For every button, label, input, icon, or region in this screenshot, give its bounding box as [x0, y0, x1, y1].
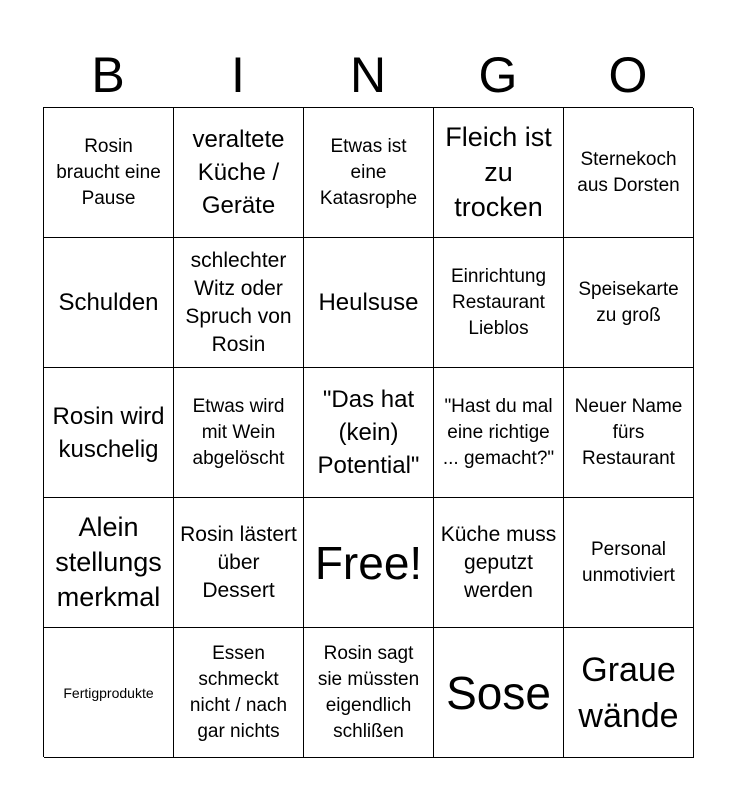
bingo-cell[interactable]: Rosin sagt sie müssten eigendlich schlißen	[304, 628, 434, 758]
header-letter-n: N	[349, 47, 387, 103]
bingo-cell[interactable]: "Das hat (kein) Potential"	[304, 368, 434, 498]
header-letter-g: G	[478, 47, 518, 103]
header-letter-o: O	[608, 47, 648, 103]
bingo-cell[interactable]: "Hast du mal eine richtige ... gemacht?"	[434, 368, 564, 498]
header-letter-i: I	[231, 47, 245, 103]
free-cell[interactable]: Free!	[304, 498, 434, 628]
bingo-cell[interactable]: Schulden	[44, 238, 174, 368]
bingo-cell[interactable]: Personal unmotiviert	[564, 498, 694, 628]
bingo-cell[interactable]: Sternekoch aus Dorsten	[564, 108, 694, 238]
bingo-cell[interactable]: Heulsuse	[304, 238, 434, 368]
bingo-grid	[43, 107, 693, 757]
bingo-cell[interactable]: Alein stellungs merkmal	[44, 498, 174, 628]
bingo-cell[interactable]: Graue wände	[564, 628, 694, 758]
bingo-cell[interactable]: schlechter Witz oder Spruch von Rosin	[174, 238, 304, 368]
bingo-cell[interactable]: Speisekarte zu groß	[564, 238, 694, 368]
bingo-cell[interactable]: Küche muss geputzt werden	[434, 498, 564, 628]
bingo-cell[interactable]: Rosin braucht eine Pause	[44, 108, 174, 238]
bingo-cell[interactable]: Etwas wird mit Wein abgelöscht	[174, 368, 304, 498]
header-letter-b: B	[91, 47, 125, 103]
bingo-cell[interactable]: veraltete Küche / Geräte	[174, 108, 304, 238]
bingo-cell[interactable]: Einrichtung Restaurant Lieblos	[434, 238, 564, 368]
bingo-cell[interactable]: Fleich ist zu trocken	[434, 108, 564, 238]
bingo-header	[43, 44, 693, 106]
bingo-cell[interactable]: Sose	[434, 628, 564, 758]
bingo-cell[interactable]: Rosin wird kuschelig	[44, 368, 174, 498]
bingo-cell[interactable]: Essen schmeckt nicht / nach gar nichts	[174, 628, 304, 758]
bingo-cell[interactable]: Neuer Name fürs Restaurant	[564, 368, 694, 498]
bingo-cell[interactable]: Rosin lästert über Dessert	[174, 498, 304, 628]
bingo-cell[interactable]: Fertigprodukte	[44, 628, 174, 758]
bingo-cell[interactable]: Etwas ist eine Katasrophe	[304, 108, 434, 238]
